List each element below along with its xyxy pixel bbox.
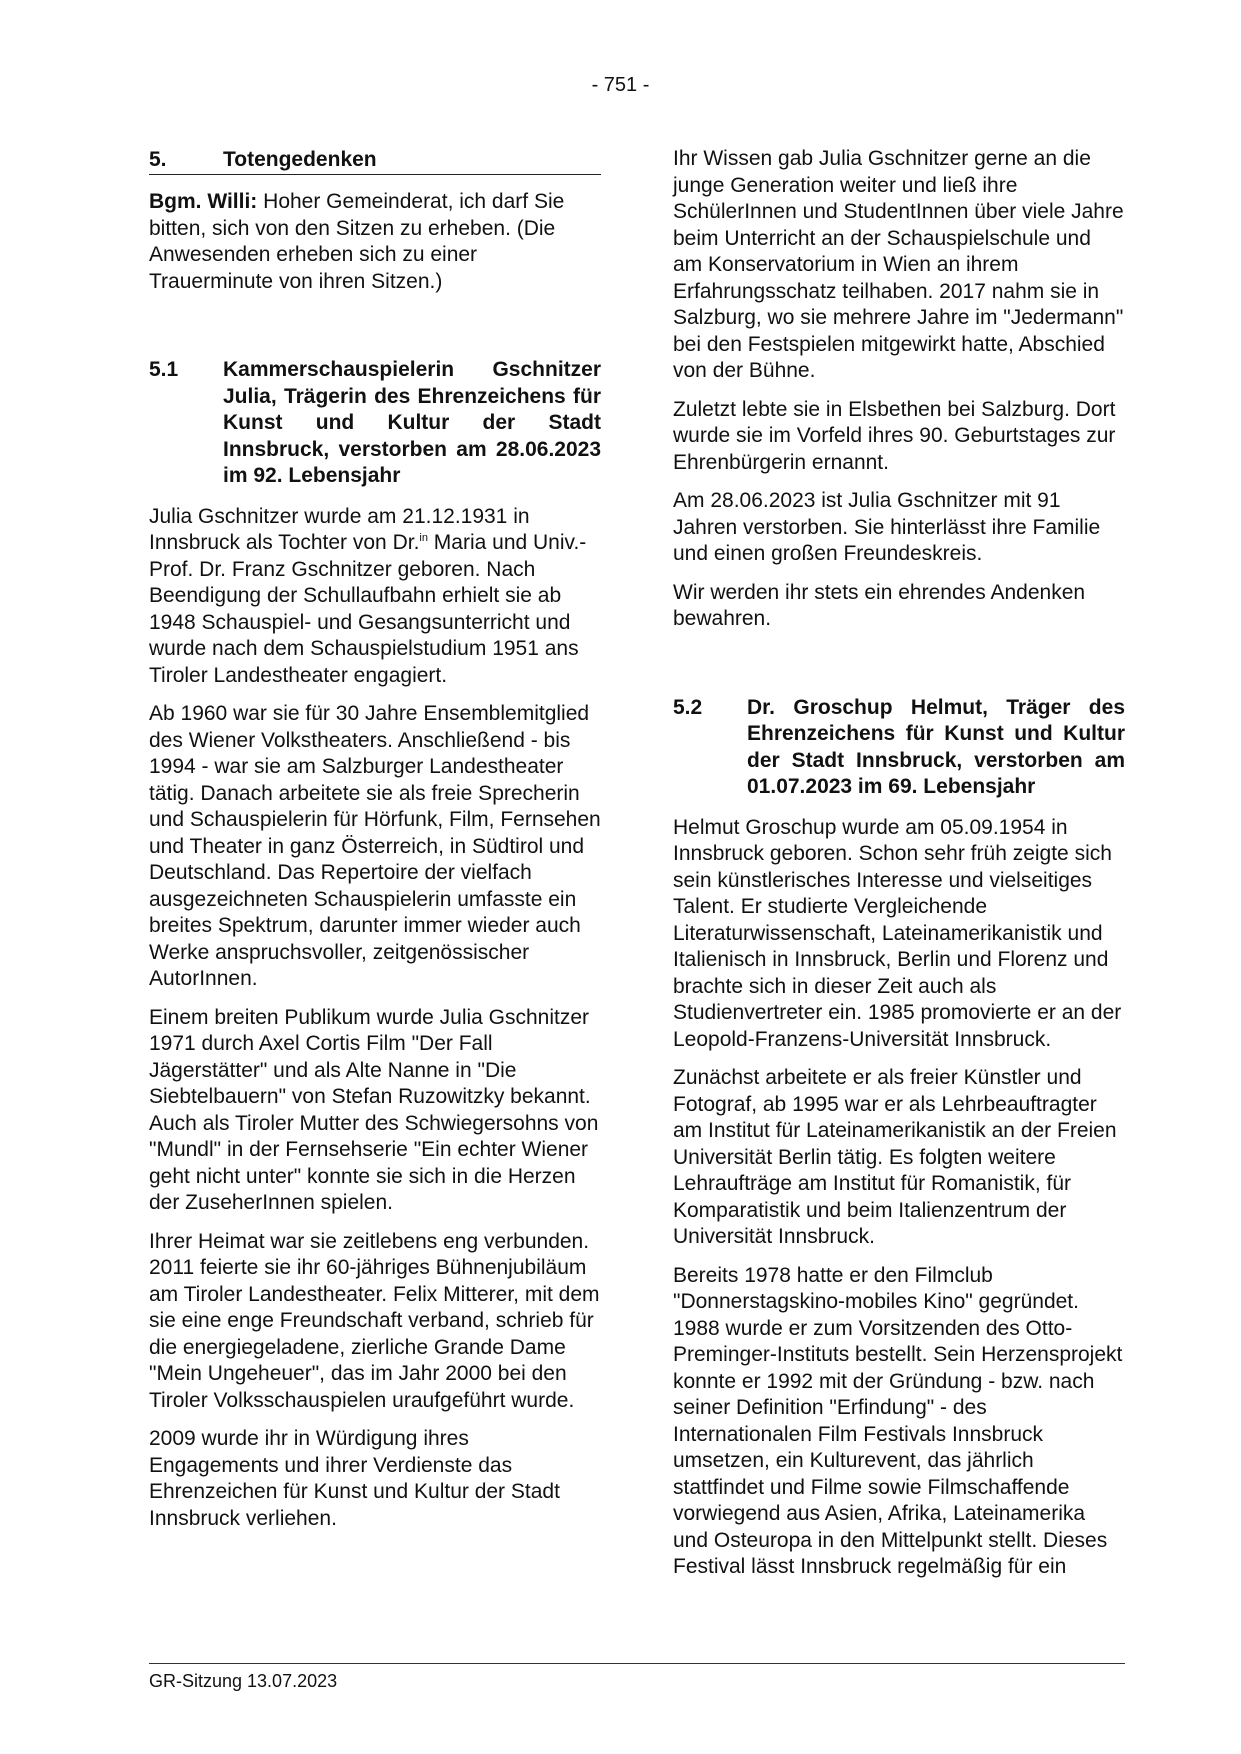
right-column bbox=[673, 146, 1125, 1593]
paragraph: Ihrer Heimat war sie zeitlebens eng verbunden. 2011 feierte sie ihr 60-jähriges Bühnenjubiläum am Tiroler Landestheater. Felix Mitterer, mit dem sie eine enge Freundschaft verband, schrieb für die energiegeladene, zierliche Grande Dame "Mein Ungeheuer", das im Jahr 2000 bei den Tiroler Volksschauspielen uraufgeführt wurde. bbox=[149, 1229, 600, 1412]
paragraph: 2009 wurde ihr in Würdigung ihres Engagements und ihrer Verdienste das Ehrenzeichen für Kunst und Kultur der Stadt Innsbruck verliehen. bbox=[149, 1427, 560, 1530]
footer-text: GR-Sitzung 13.07.2023 bbox=[149, 1671, 338, 1691]
left-column bbox=[149, 146, 601, 1544]
text-run: Maria und Univ.-Prof. Dr. Franz Gschnitzer geboren. Nach Beendigung der Schullaufbahn erhielt sie ab 1948 Schauspiel- und Gesangsunterricht und wurde nach dem Schauspielstudium 1951 ans Tiroler Landestheater engagiert. bbox=[149, 531, 587, 687]
paragraph: Ihr Wissen gab Julia Gschnitzer gerne an die junge Generation weiter und ließ ihre SchülerInnen und StudentInnen über viele Jahre beim Unterricht an der Schauspielschule und am Konservatorium in Wien an ihrem Erfahrungsschatz teilhaben. 2017 nahm sie in Salzburg, wo sie mehrere Jahre im "Jedermann" bei den Festspielen mitgewirkt hatte, Abschied von der Bühne. bbox=[673, 147, 1124, 382]
paragraph bbox=[149, 504, 601, 690]
speaker-name: Bgm. Willi: bbox=[149, 190, 258, 213]
text-run: Julia Gschnitzer wurde am 21.12.1931 in Innsbruck als Tochter von Dr. bbox=[149, 504, 530, 554]
subsection-heading-5-1 bbox=[149, 357, 601, 490]
paragraph: Zuletzt lebte sie in Elsbethen bei Salzburg. Dort wurde sie im Vorfeld ihres 90. Geburtstages zur Ehrenbürgerin ernannt. bbox=[673, 397, 1116, 474]
page-number: - 751 - bbox=[591, 74, 650, 96]
intro-text: Hoher Gemeinderat, ich darf Sie bitten, sich von den Sitzen zu erheben. (Die Anwesenden erheben sich zu einer Trauerminute von ihren Sitzen.) bbox=[149, 190, 565, 293]
section-title: Totengedenken bbox=[223, 148, 377, 171]
footer-divider bbox=[149, 1663, 1125, 1664]
subsection-title: Dr. Groschup Helmut, Träger des Ehrenzeichens für Kunst und Kultur der Stadt Innsbruck, verstorben am 01.07.2023 im 69. Lebensjahr bbox=[747, 695, 1125, 798]
section-heading bbox=[149, 146, 601, 175]
intro-paragraph bbox=[149, 189, 601, 295]
superscript: in bbox=[419, 532, 428, 544]
subsection-number: 5.1 bbox=[149, 358, 179, 381]
section-number: 5. bbox=[149, 148, 167, 171]
subsection-title: Kammerschauspielerin Gschnitzer Julia, Trägerin des Ehrenzeichens für Kunst und Kultur der Stadt Innsbruck, verstorben am 28.06.2023 im 92. Lebensjahr bbox=[223, 358, 601, 487]
paragraph: Bereits 1978 hatte er den Filmclub "Donnerstagskino-mobiles Kino" gegründet. 1988 wurde er zum Vorsitzenden des Otto-Preminger-Instituts bestellt. Sein Herzensprojekt konnte er 1992 mit der Gründung - bzw. nach seiner Definition "Erfindung" - des Internationalen Film Festivals Innsbruck umsetzen, ein Kulturevent, das jährlich stattfindet und Filme sowie Filmschaffende vorwiegend aus Asien, Afrika, Lateinamerika und Osteuropa in den Mittelpunkt stellt. Dieses Festival lässt Innsbruck regelmäßig für ein bbox=[673, 1263, 1123, 1578]
paragraph: Am 28.06.2023 ist Julia Gschnitzer mit 91 Jahren verstorben. Sie hinterlässt ihre Familie und einen großen Freundeskreis. bbox=[673, 489, 1101, 565]
paragraph: Ab 1960 war sie für 30 Jahre Ensemblemitglied des Wiener Volkstheaters. Anschließend - bis 1994 - war sie am Salzburger Landestheater tätig. Danach arbeitete sie als freie Sprecherin und Schauspielerin für Hörfunk, Film, Fernsehen und Theater in ganz Österreich, in Südtirol und Deutschland. Das Repertoire der vielfach ausgezeichneten Schauspielerin umfasste ein breites Spektrum, darunter immer wieder auch Werke anspruchsvoller, zeitgenössischer AutorInnen. bbox=[149, 702, 601, 990]
paragraph: Helmut Groschup wurde am 05.09.1954 in Innsbruck geboren. Schon sehr früh zeigte sich sein künstlerisches Interesse und vielseitiges Talent. Er studierte Vergleichende Literaturwissenschaft, Lateinamerikanistik und Italienisch in Innsbruck, Berlin und Florenz und brachte sich in dieser Zeit auch als Studienvertreter ein. 1985 promovierte er an der Leopold-Franzens-Universität Innsbruck. bbox=[673, 815, 1122, 1051]
subsection-heading-5-2 bbox=[673, 695, 1125, 801]
paragraph: Wir werden ihr stets ein ehrendes Andenken bewahren. bbox=[673, 580, 1086, 630]
paragraph: Zunächst arbeitete er als freier Künstler und Fotograf, ab 1995 war er als Lehrbeauftragter am Institut für Lateinamerikanistik an der Freien Universität Berlin tätig. Es folgten weitere Lehraufträge am Institut für Romanistik, für Komparatistik und beim Italienzentrum der Universität Innsbruck. bbox=[673, 1066, 1117, 1248]
subsection-number: 5.2 bbox=[673, 695, 703, 719]
paragraph: Einem breiten Publikum wurde Julia Gschnitzer 1971 durch Axel Cortis Film "Der Fall Jägerstätter" und als Alte Nanne in "Die Siebtelbauern" von Stefan Ruzowitzky bekannt. Auch als Tiroler Mutter des Schwiegersohns von "Mundl" in der Fernsehserie "Ein echter Wiener geht nicht unter" konnte sie sich in die Herzen der ZuseherInnen spielen. bbox=[149, 1005, 599, 1214]
